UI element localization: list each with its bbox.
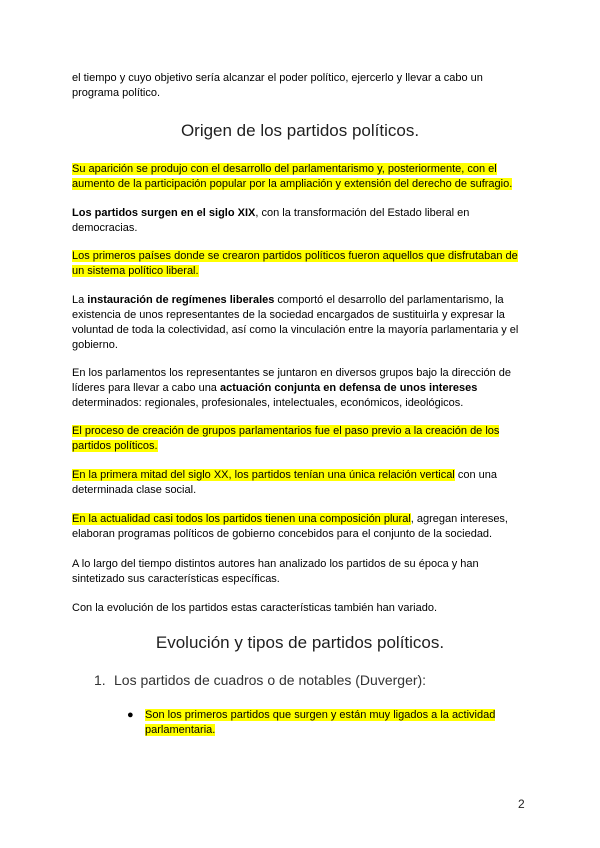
highlighted-text: Su aparición se produjo con el desarrollo del parlamentarismo y, posteriormente, con el aumento de la participación popular por la ampliación y extensión del derecho de sufragio.: [72, 163, 513, 190]
highlighted-text: Los primeros países donde se crearon partidos políticos fueron aquellos que disfrutaban de un sistema político liberal.: [72, 250, 518, 277]
paragraph-primeros-paises: [72, 249, 530, 279]
highlighted-text: En la actualidad casi todos los partidos tienen una composición plural: [72, 513, 411, 525]
list-number: 1.: [94, 672, 106, 688]
plain-text: , con la transformación del Estado liberal en democracias.: [72, 207, 470, 234]
paragraph-primera-mitad: [72, 468, 530, 498]
paragraph-instauracion: [72, 293, 530, 353]
highlighted-text: El proceso de creación de grupos parlamentarios fue el paso previo a la creación de los partidos políticos.: [72, 425, 500, 452]
intro-paragraph: el tiempo y cuyo objetivo sería alcanzar el poder político, ejercerlo y llevar a cabo un programa político.: [72, 72, 483, 99]
bold-text: Los partidos surgen en el siglo XIX: [72, 207, 256, 219]
highlighted-text: Son los primeros partidos que surgen y están muy ligados a la actividad parlamentaria.: [145, 709, 496, 736]
paragraph-autores: A lo largo del tiempo distintos autores han analizado los partidos de su época y han sintetizado sus características específicas.: [72, 558, 479, 585]
plain-text: determinados: regionales, profesionales, intelectuales, económicos, ideológicos.: [72, 397, 464, 409]
paragraph-siglo-xix: [72, 206, 530, 236]
section-heading-evolucion: Evolución y tipos de partidos políticos.: [155, 633, 445, 652]
bullet-marker: ●: [127, 709, 134, 721]
plain-text: La: [72, 294, 88, 306]
section-heading-origen: Origen de los partidos políticos.: [180, 121, 420, 140]
plain-text: , agregan intereses, elaboran programas políticos de gobierno concebidos para el conjunto de la sociedad.: [72, 513, 508, 540]
highlighted-text: En la primera mitad del siglo XX, los partidos tenían una única relación vertical: [72, 469, 455, 481]
paragraph-evolucion: Con la evolución de los partidos estas características también han variado.: [72, 602, 438, 614]
plain-text: comportó el desarrollo del parlamentarismo, la existencia de unos representantes de la sociedad encargados de sustituirla y expresar la voluntad de toda la colectividad, así como la vinculación entre la mayoría parlamentaria y el gobierno.: [72, 294, 519, 351]
paragraph-parlamentos: [72, 366, 530, 411]
plain-text: con una determinada clase social.: [72, 469, 497, 496]
page-number: 2: [518, 797, 525, 811]
plain-text: En los parlamentos los representantes se juntaron en diversos grupos bajo la dirección de líderes para llevar a cabo una: [72, 367, 512, 394]
bullet-item-primeros-partidos: [145, 708, 525, 738]
list-item-partidos-cuadros: Los partidos de cuadros o de notables (Duverger):: [114, 672, 427, 688]
paragraph-proceso-creacion: [72, 424, 530, 454]
bold-text: actuación conjunta en defensa de unos intereses: [219, 382, 478, 394]
paragraph-actualidad: [72, 512, 530, 542]
paragraph-aparicion: [72, 162, 530, 192]
bold-text: instauración de regímenes liberales: [87, 294, 275, 306]
